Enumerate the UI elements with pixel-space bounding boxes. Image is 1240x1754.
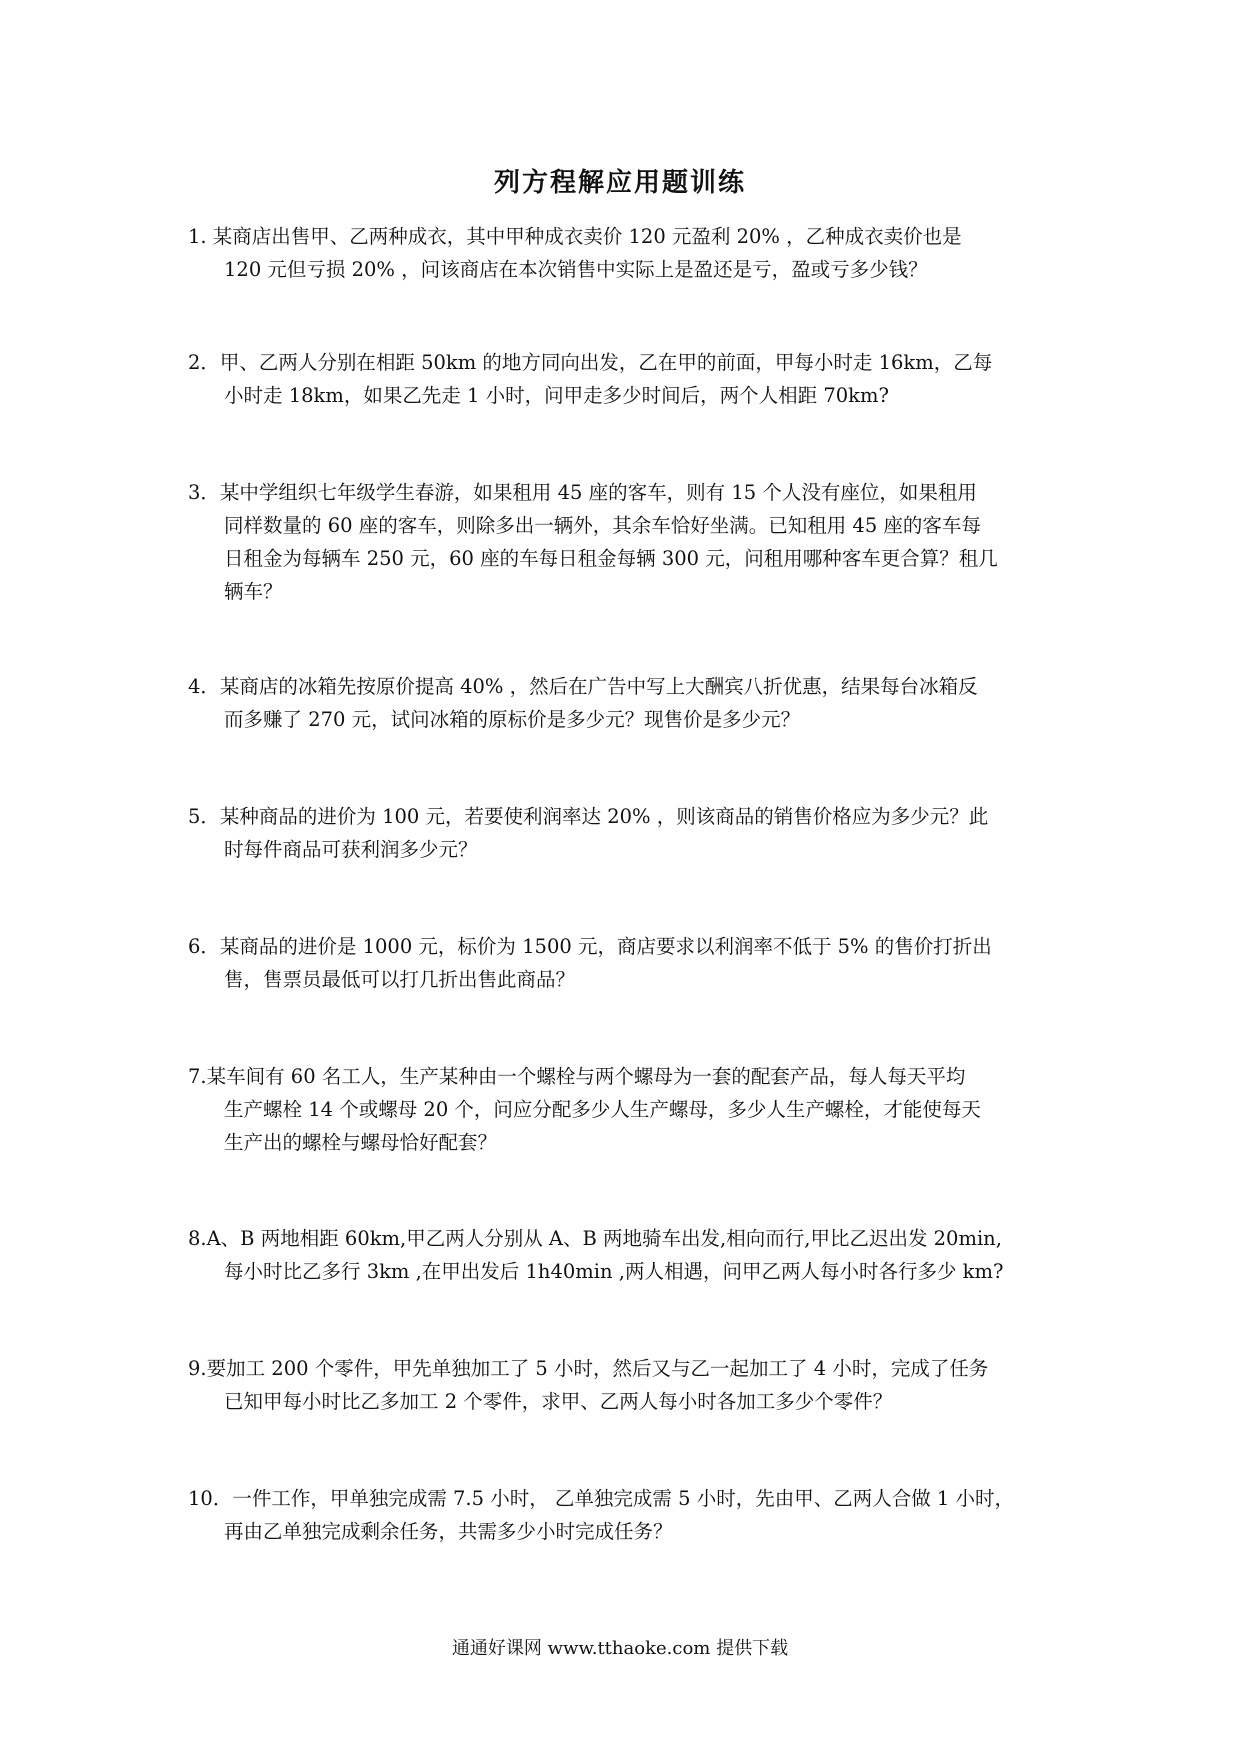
problem-6 <box>188 930 1068 996</box>
page-title: 列方程解应用题训练 <box>493 168 746 198</box>
problem-line: 7.某车间有 60 名工人，生产某种由一个螺栓与两个螺母为一套的配套产品，每人每天平均 <box>188 1065 966 1088</box>
problem-5 <box>188 800 1068 866</box>
problem-line: 辆车？ <box>224 580 283 603</box>
problem-line: 小时走 18km，如果乙先走 1 小时，问甲走多少时间后，两个人相距 70km? <box>224 384 889 407</box>
problem-line: 时每件商品可获利润多少元？ <box>224 838 478 861</box>
problem-line: 3．某中学组织七年级学生春游，如果租用 45 座的客车，则有 15 个人没有座位，如果租用 <box>188 481 977 504</box>
problem-3 <box>188 476 1068 608</box>
problem-line: 同样数量的 60 座的客车，则除多出一辆外，其余车恰好坐满。已知租用 45 座的客车每 <box>224 514 981 537</box>
problem-1 <box>188 220 1068 286</box>
problem-line: 2．甲、乙两人分别在相距 50km 的地方同向出发，乙在甲的前面，甲每小时走 16km，乙每 <box>188 351 993 374</box>
problem-line: 售，售票员最低可以打几折出售此商品？ <box>224 968 576 991</box>
problem-line: 4．某商店的冰箱先按原价提高 40% ，然后在广告中写上大酬宾八折优惠，结果每台冰箱反 <box>188 675 978 698</box>
problem-line: 1. 某商店出售甲、乙两种成衣，其中甲种成衣卖价 120 元盈利 20% ，乙种成衣卖价也是 <box>188 225 962 248</box>
problem-9 <box>188 1352 1068 1418</box>
problem-line: 5．某种商品的进价为 100 元，若要使利润率达 20% ，则该商品的销售价格应为多少元？此 <box>188 805 989 828</box>
problem-line: 已知甲每小时比乙多加工 2 个零件，求甲、乙两人每小时各加工多少个零件？ <box>224 1390 893 1413</box>
problem-line: 120 元但亏损 20% ，问该商店在本次销售中实际上是盈还是亏，盈或亏多少钱？ <box>224 258 928 281</box>
problem-line: 6．某商品的进价是 1000 元，标价为 1500 元，商店要求以利润率不低于 5% 的售价打折出 <box>188 935 992 958</box>
problem-line: 8.A、B 两地相距 60km,甲乙两人分别从 A、B 两地骑车出发,相向而行,甲比乙迟出发 20min, <box>188 1227 1002 1250</box>
page-footer: 通通好课网 www.tthaoke.com 提供下载 <box>451 1638 789 1659</box>
problem-7 <box>188 1060 1068 1159</box>
problem-line: 生产螺栓 14 个或螺母 20 个，问应分配多少人生产螺母，多少人生产螺栓，才能使每天 <box>224 1098 981 1121</box>
problem-line: 生产出的螺栓与螺母恰好配套？ <box>224 1131 498 1154</box>
problem-10 <box>188 1482 1068 1548</box>
problem-line: 日租金为每辆车 250 元，60 座的车每日租金每辆 300 元，问租用哪种客车更合算？租几 <box>224 547 998 570</box>
problem-line: 而多赚了 270 元，试问冰箱的原标价是多少元？现售价是多少元？ <box>224 708 801 731</box>
problem-line: 9.要加工 200 个零件，甲先单独加工了 5 小时，然后又与乙一起加工了 4 小时，完成了任务 <box>188 1357 989 1380</box>
problem-2 <box>188 346 1068 412</box>
problem-line: 再由乙单独完成剩余任务，共需多少小时完成任务？ <box>224 1520 673 1543</box>
problem-4 <box>188 670 1068 736</box>
problem-line: 每小时比乙多行 3km ,在甲出发后 1h40min ,两人相遇，问甲乙两人每小时各行多少 km? <box>224 1260 1004 1283</box>
problem-8 <box>188 1222 1068 1288</box>
problem-line: 10．一件工作，甲单独完成需 7.5 小时， 乙单独完成需 5 小时，先由甲、乙两人合做 1 小时， <box>188 1487 1015 1510</box>
